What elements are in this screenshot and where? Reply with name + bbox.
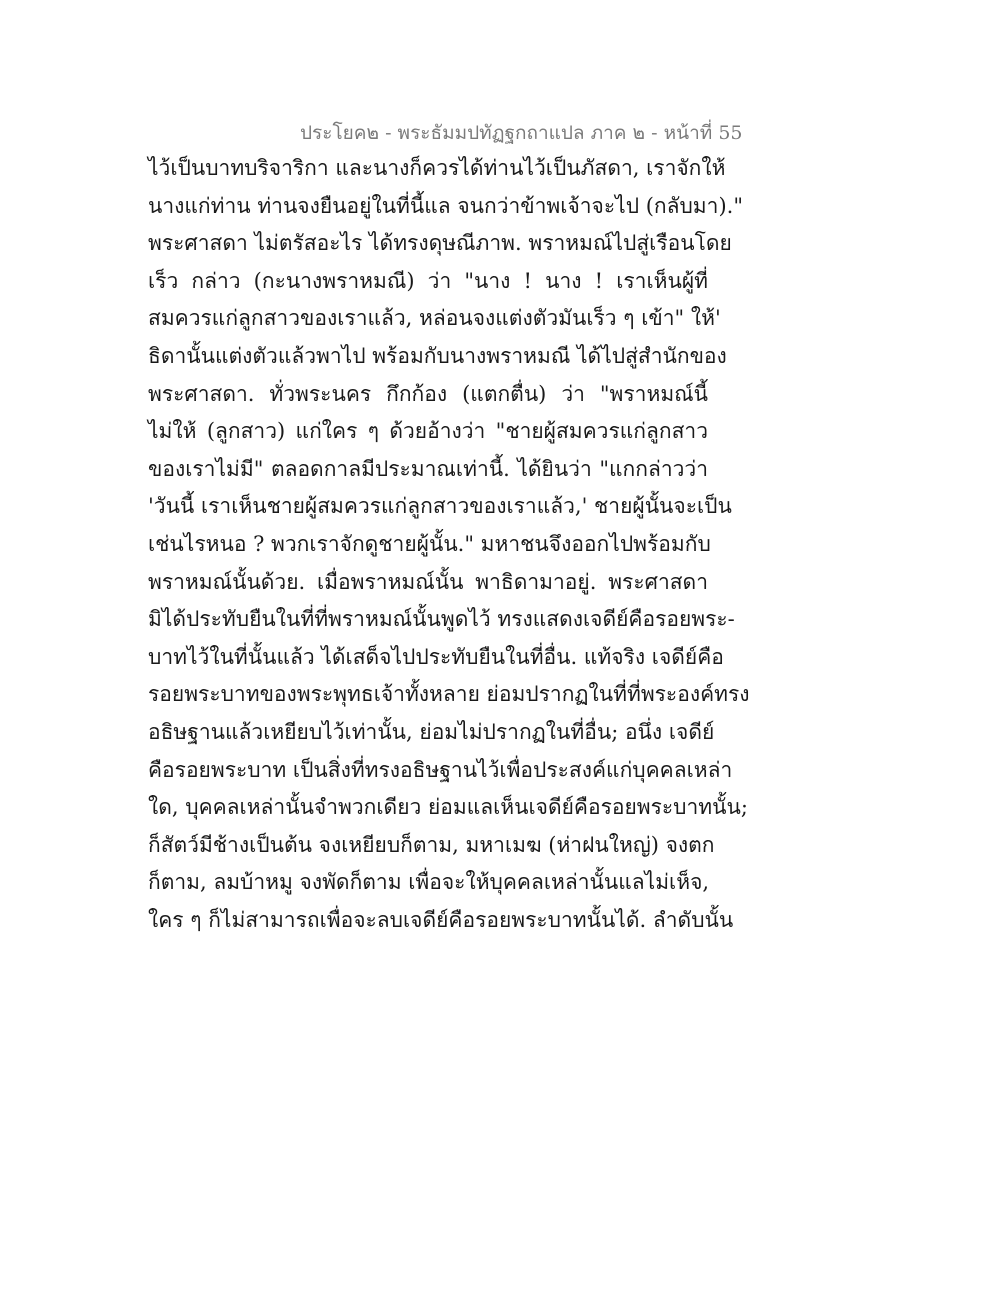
text-line: พราหมณ์นั้นด้วย. เมื่อพราหมณ์นั้น พาธิดามาอยู่. พระศาสดา <box>148 569 708 594</box>
text-line: นางแก่ท่าน ท่านจงยืนอยู่ในที่นี้แล จนกว่าข้าพเจ้าจะไป (กลับมา)." <box>148 193 743 218</box>
text-line: มิได้ประทับยืนในที่ที่พราหมณ์นั้นพูดไว้ ทรงแสดงเจดีย์คือรอยพระ- <box>148 607 735 632</box>
text-line: อธิษฐานแล้วเหยียบไว้เท่านั้น, ย่อมไม่ปรากฏในที่อื่น; อนึ่ง เจดีย์ <box>148 719 715 744</box>
text-line: ไว้เป็นบาทบริจาริกา และนางก็ควรได้ท่านไว้เป็นภัสดา, เราจักให้ <box>148 156 726 180</box>
text-line: ก็ตาม, ลมบ้าหมู จงพัดก็ตาม เพื่อจะให้บุคคลเหล่านั้นแลไม่เห็จ, <box>148 870 710 895</box>
text-line: รอยพระบาทของพระพุทธเจ้าทั้งหลาย ย่อมปรากฏในที่ที่พระองค์ทรง <box>148 682 750 707</box>
text-line: บาทไว้ในที่นั้นแล้ว ได้เสด็จไปประทับยืนในที่อื่น. แท้จริง เจดีย์คือ <box>148 644 724 669</box>
text-line: คือรอยพระบาท เป็นสิ่งที่ทรงอธิษฐานไว้เพื่อประสงค์แก่บุคคลเหล่า <box>148 757 733 782</box>
text-line: ไม่ให้ (ลูกสาว) แก่ใคร ๆ ด้วยอ้างว่า "ชายผู้สมควรแก่ลูกสาว <box>148 419 708 444</box>
body-text <box>148 150 750 939</box>
text-line: เช่นไรหนอ ? พวกเราจักดูชายผู้นั้น." มหาชนจึงออกไปพร้อมกับ <box>148 531 711 556</box>
text-line: ใด, บุคคลเหล่านั้นจำพวกเดียว ย่อมแลเห็นเจดีย์คือรอยพระบาทนั้น; <box>148 795 748 820</box>
text-line: ใคร ๆ ก็ไม่สามารถเพื่อจะลบเจดีย์คือรอยพระบาทนั้นได้. ลำดับนั้น <box>148 907 734 932</box>
text-line: สมควรแก่ลูกสาวของเราแล้ว, หล่อนจงแต่งตัวมันเร็ว ๆ เข้า" ให้' <box>148 306 721 331</box>
running-header: ประโยค๒ - พระธัมมปทัฏฐกถาแปล ภาค ๒ - หน้าที่ 55 <box>300 122 743 144</box>
text-line: 'วันนี้ เราเห็นชายผู้สมควรแก่ลูกสาวของเราแล้ว,' ชายผู้นั้นจะเป็น <box>148 494 732 519</box>
text-line: ธิดานั้นแต่งตัวแล้วพาไป พร้อมกับนางพราหมณี ได้ไปสู่สำนักของ <box>148 343 727 368</box>
text-line: เร็ว กล่าว (กะนางพราหมณี) ว่า "นาง ! นาง ! เราเห็นผู้ที่ <box>148 268 708 293</box>
text-line: ก็สัตว์มีช้างเป็นต้น จงเหยียบก็ตาม, มหาเมฆ (ห่าฝนใหญ่) จงตก <box>148 832 715 857</box>
text-line: ของเราไม่มี" ตลอดกาลมีประมาณเท่านี้. ได้ยินว่า "แกกล่าวว่า <box>148 456 708 481</box>
text-line: พระศาสดา. ทั่วพระนคร กึกก้อง (แตกตื่น) ว่า "พราหมณ์นี้ <box>148 381 708 406</box>
text-line: พระศาสดา ไม่ตรัสอะไร ได้ทรงดุษณีภาพ. พราหมณ์ไปสู่เรือนโดย <box>148 231 732 256</box>
